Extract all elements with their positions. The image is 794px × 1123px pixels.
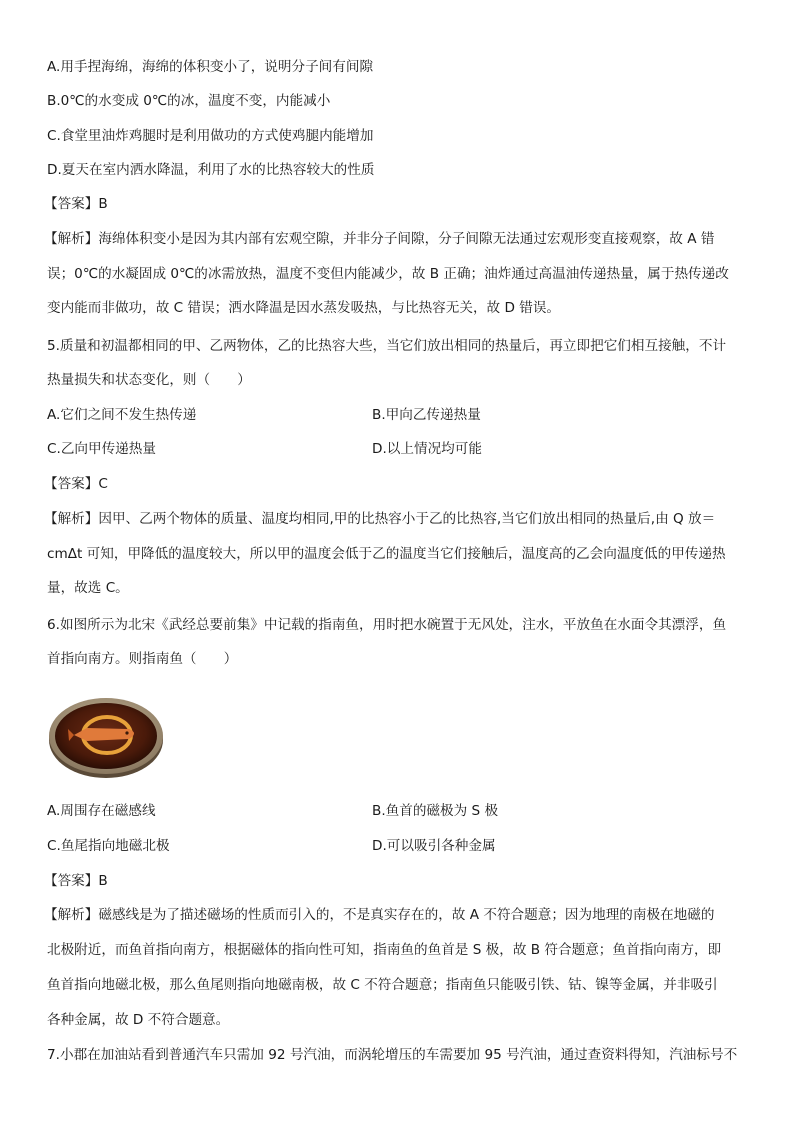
q5-answer: 【答案】C <box>44 476 108 492</box>
q4-analysis-line-3: 变内能而非做功，故 C 错误；洒水降温是因水蒸发吸热，与比热容无关，故 D 错误。 <box>47 300 561 316</box>
q5-option-a: A.它们之间不发生热传递 <box>47 407 197 423</box>
q6-option-a: A.周围存在磁感线 <box>47 803 156 819</box>
q6-analysis-line-3: 鱼首指向地磁北极，那么鱼尾则指向地磁南极，故 C 不符合题意；指南鱼只能吸引铁、钴、镍等金属，并非吸引 <box>47 977 718 993</box>
q5-option-c: C.乙向甲传递热量 <box>47 441 156 457</box>
q6-stem-line-2: 首指向南方。则指南鱼（ ） <box>47 651 238 667</box>
q5-stem-line-2: 热量损失和状态变化，则（ ） <box>47 372 251 388</box>
q6-analysis-line-4: 各种金属，故 D 不符合题意。 <box>47 1012 230 1028</box>
q4-option-a: A.用手捏海绵，海绵的体积变小了，说明分子间有间隙 <box>47 59 374 75</box>
q4-answer: 【答案】B <box>44 196 108 212</box>
q6-analysis-line-1: 【解析】磁感线是为了描述磁场的性质而引入的，不是真实存在的，故 A 不符合题意；因为地理的南极在地磁的 <box>44 907 715 923</box>
q5-analysis-line-2: cmΔt 可知，甲降低的温度较大，所以甲的温度会低于乙的温度当它们接触后，温度高的乙会向温度低的甲传递热 <box>47 546 726 562</box>
q4-option-b: B.0℃的水变成 0℃的冰，温度不变，内能减小 <box>47 93 331 109</box>
q6-stem-line-1: 6.如图所示为北宋《武经总要前集》中记载的指南鱼，用时把水碗置于无风处，注水，平放鱼在水面令其漂浮，鱼 <box>47 617 727 633</box>
q5-stem-line-1: 5.质量和初温都相同的甲、乙两物体，乙的比热容大些，当它们放出相同的热量后，再立即把它们相互接触，不计 <box>47 338 727 354</box>
q5-option-d: D.以上情况均可能 <box>372 441 482 457</box>
q6-option-c: C.鱼尾指向地磁北极 <box>47 838 170 854</box>
q6-option-b: B.鱼首的磁极为 S 极 <box>372 803 499 819</box>
q6-option-d: D.可以吸引各种金属 <box>372 838 496 854</box>
q6-analysis-line-2: 北极附近，而鱼首指向南方，根据磁体的指向性可知，指南鱼的鱼首是 S 极，故 B 符合题意；鱼首指向南方，即 <box>47 942 722 958</box>
q5-analysis-line-1: 【解析】因甲、乙两个物体的质量、温度均相同,甲的比热容小于乙的比热容,当它们放出相同的热量后,由 Q 放＝ <box>44 511 716 527</box>
fish-eye <box>125 731 128 734</box>
q4-analysis-line-1: 【解析】海绵体积变小是因为其内部有宏观空隙，并非分子间隙，分子间隙无法通过宏观形变直接观察，故 A 错 <box>44 231 715 247</box>
q5-analysis-line-3: 量，故选 C。 <box>47 580 129 596</box>
q4-option-d: D.夏天在室内洒水降温，利用了水的比热容较大的性质 <box>47 162 375 178</box>
q4-analysis-line-2: 误；0℃的水凝固成 0℃的冰需放热，温度不变但内能减少，故 B 正确；油炸通过高温油传递热量，属于热传递改 <box>47 266 729 282</box>
q5-option-b: B.甲向乙传递热量 <box>372 407 481 423</box>
q6-answer: 【答案】B <box>44 873 108 889</box>
south-pointing-fish-image <box>47 693 165 779</box>
q7-stem-line-1: 7.小郡在加油站看到普通汽车只需加 92 号汽油，而涡轮增压的车需要加 95 号汽油，通过查资料得知，汽油标号不 <box>47 1047 738 1063</box>
q4-option-c: C.食堂里油炸鸡腿时是利用做功的方式使鸡腿内能增加 <box>47 128 374 144</box>
